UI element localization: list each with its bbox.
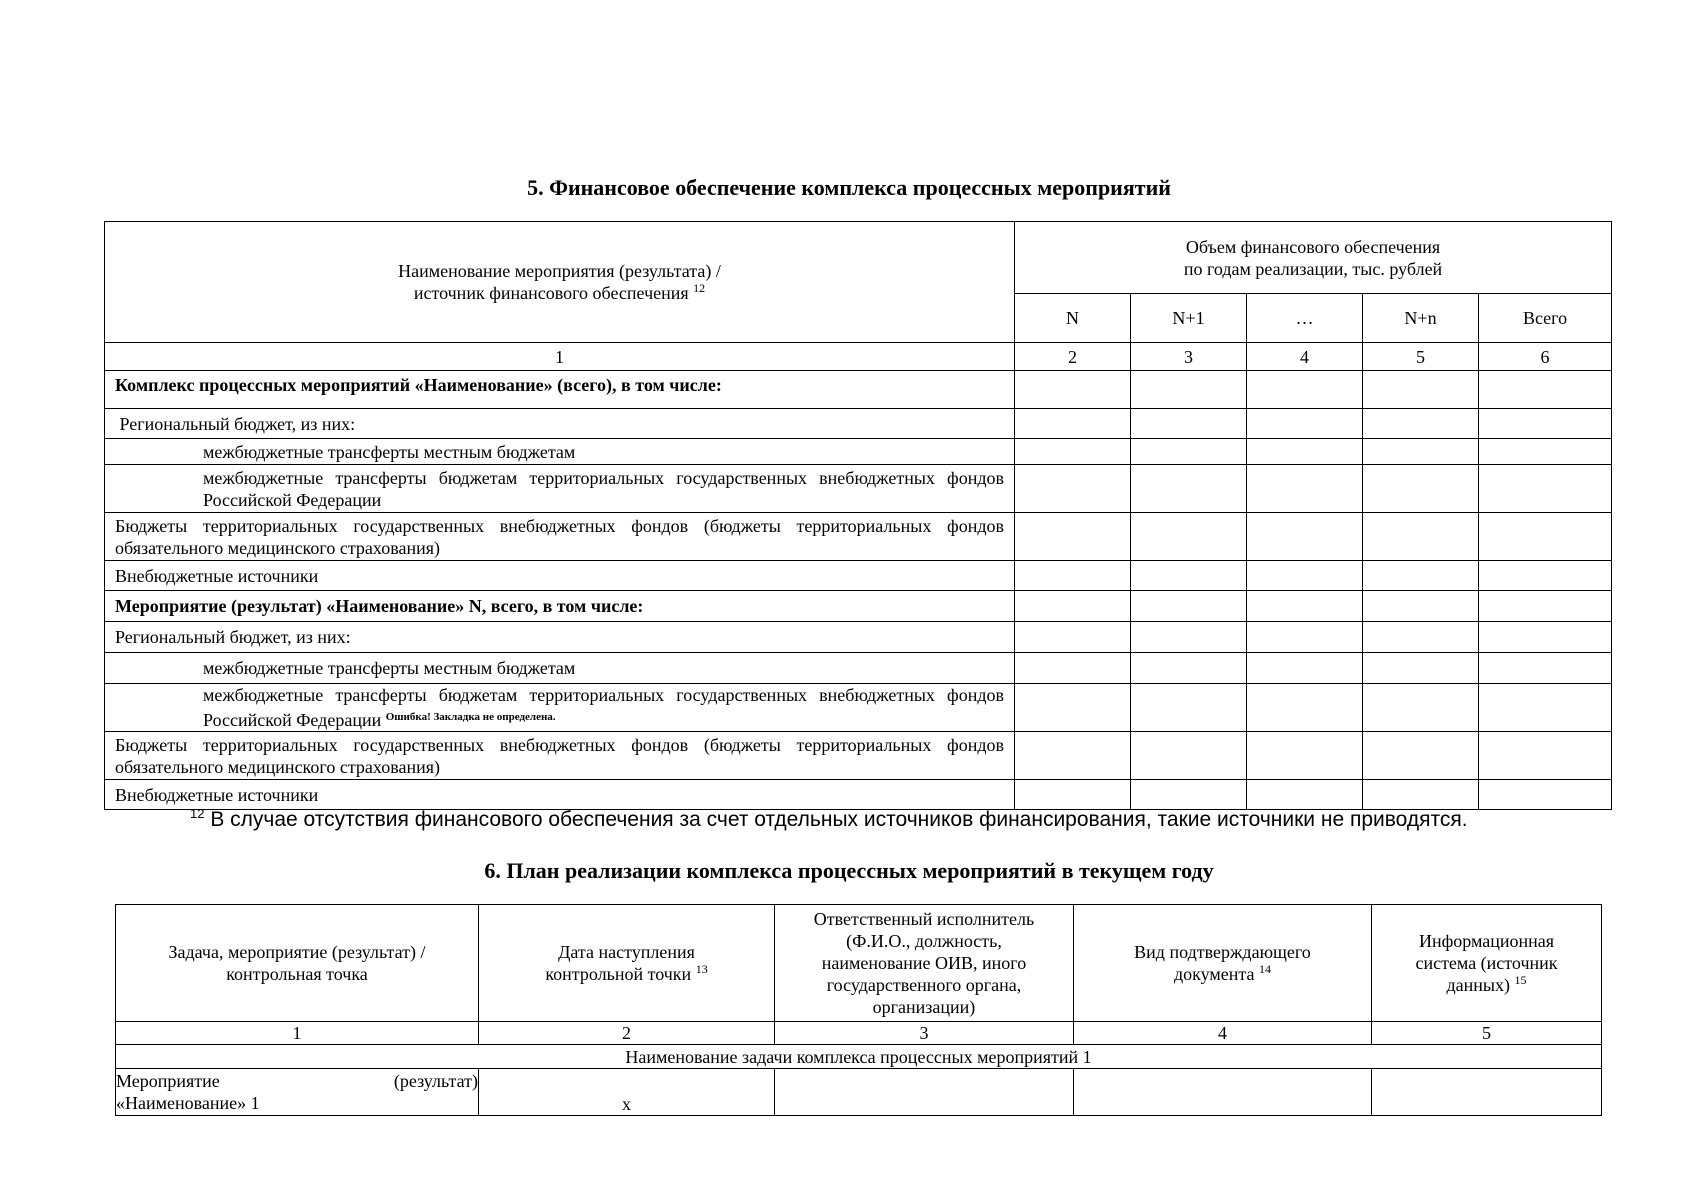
table-row [105,591,1612,622]
header-volume-cell [1015,222,1612,294]
row-label: межбюджетные трансферты местным бюджетам [105,653,1015,684]
event-line1: Мероприятие (результат) [116,1071,478,1091]
table-row [105,439,1612,465]
column-number: 2 [479,1022,775,1045]
table-row [116,1069,1602,1116]
row-label: Внебюджетные источники [105,780,1015,810]
table-row [105,371,1612,409]
row-label: Внебюджетные источники [105,561,1015,591]
column-number: 4 [1074,1022,1372,1045]
footnote-ref-14: 14 [1259,962,1271,976]
row-label: Региональный бюджет, из них: [105,622,1015,653]
task-row: Наименование задачи комплекса процессных мероприятий 1 [116,1045,1602,1069]
row-label: межбюджетные трансферты местным бюджетам [105,439,1015,465]
event-cell [116,1069,479,1116]
column-number: 2 [1015,343,1131,371]
column-number: 4 [1247,343,1363,371]
year-header: Всего [1479,294,1612,343]
row-label: Мероприятие (результат) «Наименование» N, всего, в том числе: [105,591,1015,622]
footnote-ref-13: 13 [695,962,708,976]
year-header: N+1 [1131,294,1247,343]
header-volume-line1: Объем финансового обеспечения [1185,236,1441,257]
table-row [105,465,1612,513]
header-name-line1: Наименование мероприятия (результата) / [398,261,721,281]
header-name-line2: источник финансового обеспечения [413,283,689,303]
header-name-cell [105,222,1015,343]
column-number: 1 [116,1022,479,1045]
table-row [105,780,1612,810]
column-number: 5 [1363,343,1479,371]
footnote [190,808,1468,832]
table-row [105,732,1612,780]
row-label: Бюджеты территориальных государственных внебюджетных фондов (бюджеты территориальных фондов обязательного медицинского страхования) [105,513,1015,561]
event-line2: «Наименование» 1 [116,1093,260,1113]
footnote-ref-12: 12 [693,281,706,295]
bookmark-error: Ошибка! Закладка не определена. [385,711,556,723]
row-label: Бюджеты территориальных государственных внебюджетных фондов (бюджеты территориальных фондов обязательного медицинского страхования) [105,732,1015,780]
header-volume-line2: по годам реализации, тыс. рублей [1183,258,1443,279]
row-label: Комплекс процессных мероприятий «Наименование» (всего), в том числе: [105,371,1015,409]
table-row [105,653,1612,684]
header-task: Задача, мероприятие (результат) / контрольная точка [116,905,479,1022]
year-header: N [1015,294,1131,343]
header-info-system: Информационная система (источник данных) $^{15}$ [1372,905,1602,1022]
column-number: 5 [1372,1022,1602,1045]
row-label: Региональный бюджет, из них: [105,409,1015,439]
footnote-text: В случае отсутствия финансового обеспечения за счет отдельных источников финансирования, такие источники не приводятся. [210,808,1468,831]
row-label: межбюджетные трансферты бюджетам территориальных государственных внебюджетных фондов Российской Федерации [105,465,1015,513]
row-label-cell [105,684,1015,732]
section5-title: 5. Финансовое обеспечение комплекса процессных мероприятий [527,175,1171,200]
plan-table [115,904,1602,1116]
footnote-ref-15: 15 [1514,973,1527,987]
table-row [105,409,1612,439]
header-date: Дата наступления контрольной точки $^{13}$ [479,905,775,1022]
table-row [105,561,1612,591]
header-document: Вид подтверждающего документа $^{14}$ [1074,905,1372,1022]
year-header: … [1247,294,1363,343]
header-executor: Ответственный исполнитель (Ф.И.О., должность, наименование ОИВ, иного государственного органа, организации) [775,905,1074,1022]
table-row [105,513,1612,561]
table-row [105,622,1612,653]
row-label: межбюджетные трансферты бюджетам территориальных государственных внебюджетных фондов Российской Федерации [203,685,1004,730]
footnote-number: 12 [190,806,205,821]
column-number: 6 [1479,343,1612,371]
table-row [105,684,1612,732]
column-number: 3 [1131,343,1247,371]
section6-title: 6. План реализации комплекса процессных мероприятий в текущем году [484,858,1214,883]
column-number: 3 [775,1022,1074,1045]
column-number: 1 [105,343,1015,371]
financial-table [104,221,1612,810]
year-header: N+n [1363,294,1479,343]
event-date: x [479,1069,775,1116]
